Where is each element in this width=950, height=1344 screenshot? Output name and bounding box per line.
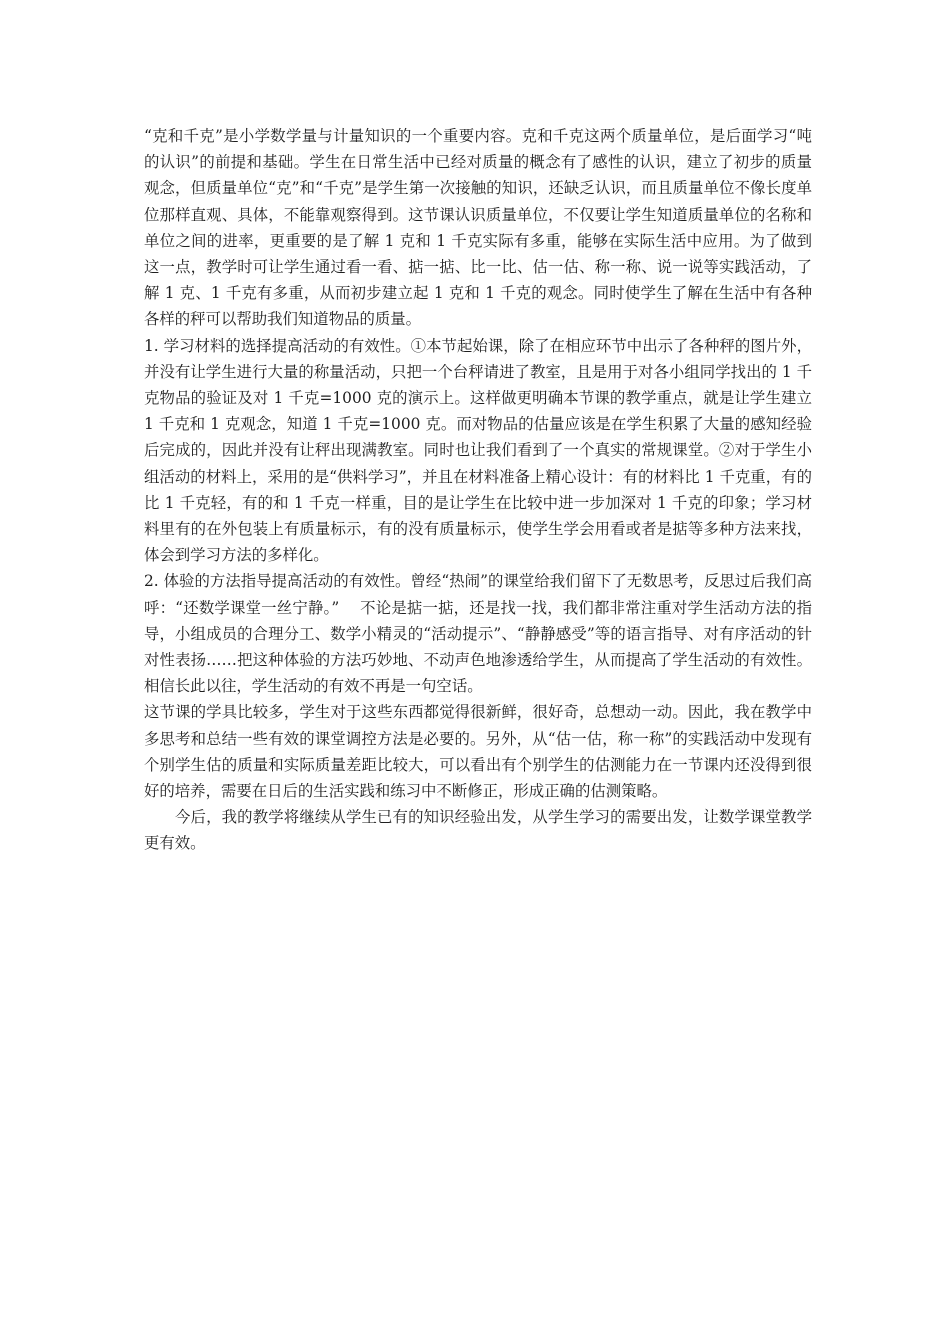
paragraph-conclusion: 今后，我的教学将继续从学生已有的知识经验出发，从学生学习的需要出发，让数学课堂教学更有效。 [144, 808, 812, 853]
paragraph-point-1: 1. 学习材料的选择提高活动的有效性。①本节起始课，除了在相应环节中出示了各种秤的图片外，并没有让学生进行大量的称量活动，只把一个台秤请进了教室，且是用于对各小组同学找出的 1 千克物品的验证及对 1 千克=1000 克的演示上。这样做更明确本节课的教学重点，就是让学生建立 1 千克和 1 克观念，知道 1 千克=1000 克。而对物品的估量应该是在学生积累了大量的感知经验后完成的，因此并没有让秤出现满教室。同时也让我们看到了一个真实的常规课堂。②对于学生小组活动的材料上，采用的是“供料学习”，并且在材料准备上精心设计：有的材料比 1 千克重，有的比 1 千克轻，有的和 1 千克一样重，目的是让学生在比较中进一步加深对 1 千克的印象；学习材料里有的在外包装上有质量标示，有的没有质量标示，使学生学会用看或者是掂等多种方法来找，体会到学习方法的多样化。 [144, 336, 812, 565]
paragraph-intro: “克和千克”是小学数学量与计量知识的一个重要内容。克和千克这两个质量单位，是后面学习“吨的认识”的前提和基础。学生在日常生活中已经对质量的概念有了感性的认识，建立了初步的质量观念，但质量单位“克”和“千克”是学生第一次接触的知识，还缺乏认识，而且质量单位不像长度单位那样直观、具体，不能靠观察得到。这节课认识质量单位，不仅要让学生知道质量单位的名称和单位之间的进率，更重要的是了解 1 克和 1 千克实际有多重，能够在实际生活中应用。为了做到这一点，教学时可让学生通过看一看、掂一掂、比一比、估一估、称一称、说一说等实践活动，了解 1 克、1 千克有多重，从而初步建立起 1 克和 1 千克的观念。同时使学生了解在生活中有各种各样的秤可以帮助我们知道物品的质量。 [144, 127, 812, 329]
paragraph-reflection: 这节课的学具比较多，学生对于这些东西都觉得很新鲜，很好奇，总想动一动。因此，我在教学中多思考和总结一些有效的课堂调控方法是必要的。另外，从“估一估，称一称”的实践活动中发现有个别学生估的质量和实际质量差距比较大，可以看出有个别学生的估测能力在一节课内还没得到很好的培养，需要在日后的生活实践和练习中不断修正，形成正确的估测策略。 [144, 703, 812, 801]
paragraph-point-2: 2. 体验的方法指导提高活动的有效性。曾经“热闹”的课堂给我们留下了无数思考，反思过后我们高呼：“还数学课堂一丝宁静。” 不论是掂一掂，还是找一找，我们都非常注重对学生活动方法的指导，小组成员的合理分工、数学小精灵的“活动提示”、“静静感受”等的语言指导、对有序活动的针对性表扬……把这种体验的方法巧妙地、不动声色地渗透给学生，从而提高了学生活动的有效性。相信长此以往，学生活动的有效不再是一句空话。 [144, 572, 812, 696]
document-body [144, 123, 812, 857]
